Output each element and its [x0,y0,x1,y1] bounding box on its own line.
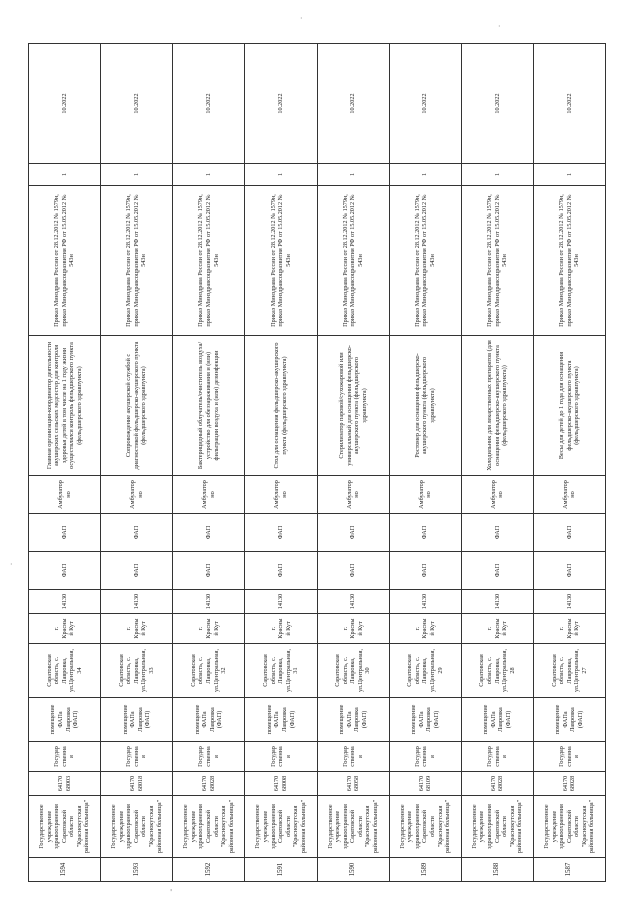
inn-code-cell: 6417068058 [317,772,389,796]
registry-entry [29,44,101,882]
legal-basis-cell: Приказ Минздрава России от 28.12.2012 № 1579н, приказ Минздравсоцразвития РФ от 15.05.2012 № 543н [461,186,533,336]
legal-basis-cell: Приказ Минздрава России от 28.12.2012 № 1579н, приказ Минздравсоцразвития РФ от 15.05.2012 № 543н [389,186,461,336]
organization-name-cell: Государственное учреждение здравоохранения Саратовской области "Краснокутская районная больница" [317,796,389,858]
equipment-description-cell: Стерилизатор паровой/сухожаровой или универсальный для оснащения фельдшерско-акушерского пункта (фельдшерского здравпункта) [317,336,389,476]
facility-unit-cell: помещение ФАПа Лавровка (ФАП) [461,698,533,742]
facility-address-cell: Саратовская область, с. Лавровка, ул.Центральная, 27 [533,644,605,698]
settlement-cell: г. Красный Кут [29,614,101,644]
record-number-cell: 1590 [317,858,389,882]
facility-subtype-cell: ФАП [317,514,389,552]
facility-type-cell: ФАП [29,552,101,590]
okato-code-cell: 14130 [173,590,245,614]
facility-subtype-cell: ФАП [173,514,245,552]
care-form-cell: Амбулаторно [317,476,389,514]
facility-address-cell: Саратовская область, с. Лавровка, ул.Центральная, 30 [317,644,389,698]
settlement-cell: г. Красный Кут [317,614,389,644]
facility-unit-cell: помещение ФАПа Лавровка (ФАП) [173,698,245,742]
okato-code-cell: 14130 [245,590,317,614]
equipment-description-cell: Весы для детей до 1 года для оснащения фельдшерско-акушерского пункта (фельдшерского здравпункта) [533,336,605,476]
legal-basis-cell: Приказ Минздрава России от 28.12.2012 № 1579н, приказ Минздравсоцразвития РФ от 15.05.2012 № 543н [101,186,173,336]
equipment-description-cell: Сопровождение акушерской службой с диагностикой фельдшерско-акушерского пункта (фельдшерского здравпункта) [101,336,173,476]
deadline-date-cell: 10.2022 [389,44,461,164]
deadline-date-cell: 10.2022 [101,44,173,164]
scan-dot-top: · [300,14,303,23]
deadline-date-cell: 10.2022 [29,44,101,164]
ownership-form-cell: Государственная [173,742,245,772]
facility-type-cell: ФАП [461,552,533,590]
registry-entry [317,44,389,882]
equipment-description-cell: Бактерицидный облучатель/очиститель воздуха/устройство для обеззараживания и (или) фильтрации воздуха и (или) дезинфекции [173,336,245,476]
inn-code-cell: 6417068003 [29,772,101,796]
record-number-cell: 1592 [173,858,245,882]
facility-unit-cell: помещение ФАПа Лавровка (ФАП) [317,698,389,742]
equipment-description-cell: Стол для оснащения фельдшерско-акушерского пункта (фельдшерского здравпункта) [245,336,317,476]
okato-code-cell: 14130 [461,590,533,614]
quantity-cell: 1 [461,164,533,186]
facility-subtype-cell: ФАП [101,514,173,552]
registry-entry [245,44,317,882]
record-number-cell: 1594 [29,858,101,882]
equipment-description-cell: Холодильник для лекарственных препаратов (для оснащения фельдшерско-акушерского пункта (фельдшерского здравпункта)) [461,336,533,476]
facility-address-cell: Саратовская область, с. Лавровка, ул.Центральная, 34 [29,644,101,698]
facility-type-cell: ФАП [533,552,605,590]
organization-name-cell: Государственное учреждение здравоохранения Саратовской области "Краснокутская районная больница" [173,796,245,858]
facility-unit-cell: помещение ФАПа Лавровка (ФАП) [533,698,605,742]
record-number-cell: 1591 [245,858,317,882]
ownership-form-cell: Государственная [461,742,533,772]
registry-table [28,43,606,882]
okato-code-cell: 14130 [29,590,101,614]
inn-code-cell: 6417068018 [101,772,173,796]
settlement-cell: г. Красный Кут [389,614,461,644]
organization-name-cell: Государственное учреждение здравоохранения Саратовской области "Краснокутская районная больница" [389,796,461,858]
care-form-cell: Амбулаторно [101,476,173,514]
ownership-form-cell: Государственная [317,742,389,772]
facility-type-cell: ФАП [173,552,245,590]
deadline-date-cell: 10.2022 [461,44,533,164]
inn-code-cell: 6417068028 [533,772,605,796]
organization-name-cell: Государственное учреждение здравоохранения Саратовской области "Краснокутская районная больница" [461,796,533,858]
facility-unit-cell: помещение ФАПа Лавровка (ФАП) [245,698,317,742]
registry-entry [173,44,245,882]
okato-code-cell: 14130 [317,590,389,614]
ownership-form-cell: Государственная [101,742,173,772]
deadline-date-cell: 10.2022 [173,44,245,164]
facility-subtype-cell: ФАП [245,514,317,552]
facility-subtype-cell: ФАП [461,514,533,552]
legal-basis-cell: Приказ Минздрава России от 28.12.2012 № 1579н, приказ Минздравсоцразвития РФ от 15.05.2012 № 543н [533,186,605,336]
facility-address-cell: Саратовская область, с. Лавровка, ул.Центральная, 29 [389,644,461,698]
inn-code-cell: 6417068109 [389,772,461,796]
okato-code-cell: 14130 [101,590,173,614]
deadline-date-cell: 10.2022 [317,44,389,164]
okato-code-cell: 14130 [533,590,605,614]
settlement-cell: г. Красный Кут [245,614,317,644]
care-form-cell: Амбулаторно [29,476,101,514]
registry-entry [461,44,533,882]
rotated-registry-table [28,44,606,882]
facility-subtype-cell: ФАП [533,514,605,552]
facility-unit-cell: помещение ФАПа Лавровка (ФАП) [29,698,101,742]
record-number-cell: 1593 [101,858,173,882]
okato-code-cell: 14130 [389,590,461,614]
inn-code-cell: 6417068008 [245,772,317,796]
settlement-cell: г. Красный Кут [173,614,245,644]
facility-address-cell: Саратовская область, с. Лавровка, ул.Центральная, 31 [245,644,317,698]
settlement-cell: г. Красный Кут [461,614,533,644]
record-number-cell: 1589 [389,858,461,882]
ownership-form-cell: Государственная [245,742,317,772]
scan-tick-bottom: ' [170,888,173,897]
deadline-date-cell: 10.2022 [245,44,317,164]
inn-code-cell: 6417068028 [461,772,533,796]
quantity-cell: 1 [173,164,245,186]
facility-unit-cell: помещение ФАПа Лавровка (ФАП) [389,698,461,742]
registry-entry [101,44,173,882]
facility-type-cell: ФАП [245,552,317,590]
legal-basis-cell: Приказ Минздрава России от 28.12.2012 № 1579н, приказ Минздравсоцразвития РФ от 15.05.2012 № 543н [245,186,317,336]
quantity-cell: 1 [317,164,389,186]
care-form-cell: Амбулаторно [389,476,461,514]
organization-name-cell: Государственное учреждение здравоохранения Саратовской области "Краснокутская районная больница" [29,796,101,858]
facility-address-cell: Саратовская область, с. Лавровка, ул.Центральная, 32 [173,644,245,698]
legal-basis-cell: Приказ Минздрава России от 28.12.2012 № 1579н, приказ Минздравсоцразвития РФ от 15.05.2012 № 543н [29,186,101,336]
facility-type-cell: ФАП [389,552,461,590]
organization-name-cell: Государственное учреждение здравоохранения Саратовской области "Краснокутская районная больница" [245,796,317,858]
care-form-cell: Амбулаторно [173,476,245,514]
care-form-cell: Амбулаторно [461,476,533,514]
ownership-form-cell: Государственная [29,742,101,772]
care-form-cell: Амбулаторно [245,476,317,514]
legal-basis-cell: Приказ Минздрава России от 28.12.2012 № 1579н, приказ Минздравсоцразвития РФ от 15.05.2012 № 543н [173,186,245,336]
registry-entry [533,44,605,882]
ownership-form-cell: Государственная [389,742,461,772]
settlement-cell: г. Красный Кут [101,614,173,644]
facility-address-cell: Саратовская область, с. Лавровка, ул.Центральная, 33 [101,644,173,698]
ownership-form-cell: Государственная [533,742,605,772]
organization-name-cell: Государственное учреждение здравоохранения Саратовской области "Краснокутская районная больница" [101,796,173,858]
record-number-cell: 1587 [533,858,605,882]
scan-dot-top-right: · [498,22,501,31]
quantity-cell: 1 [29,164,101,186]
deadline-date-cell: 10.2022 [533,44,605,164]
facility-type-cell: ФАП [101,552,173,590]
scanned-document [28,44,606,882]
facility-type-cell: ФАП [317,552,389,590]
organization-name-cell: Государственное учреждение здравоохранения Саратовской области "Краснокутская районная больница" [533,796,605,858]
scan-dot-left: · [10,560,13,569]
quantity-cell: 1 [245,164,317,186]
inn-code-cell: 6417068028 [173,772,245,796]
facility-address-cell: Саратовская область, с. Лавровка, ул.Центральная, 28 [461,644,533,698]
equipment-description-cell: Главная организация-координатор деятельности акушерских сельских медсестер для контроля здоровья детей в том числе на 1 году жизни осуществлялся контроль фельдшерского пункта (фельдшерского здравпункта) [29,336,101,476]
record-number-cell: 1588 [461,858,533,882]
care-form-cell: Амбулаторно [533,476,605,514]
quantity-cell: 1 [101,164,173,186]
settlement-cell: г. Красный Кут [533,614,605,644]
registry-entry [389,44,461,882]
facility-subtype-cell: ФАП [389,514,461,552]
facility-subtype-cell: ФАП [29,514,101,552]
quantity-cell: 1 [389,164,461,186]
facility-unit-cell: помещение ФАПа Лавровка (ФАП) [101,698,173,742]
equipment-description-cell: Ростомер для оснащения фельдшерско-акушерского пункта (фельдшерского здравпункта) [389,336,461,476]
legal-basis-cell: Приказ Минздрава России от 28.12.2012 № 1579н, приказ Минздравсоцразвития РФ от 15.05.2012 № 543н [317,186,389,336]
quantity-cell: 1 [533,164,605,186]
